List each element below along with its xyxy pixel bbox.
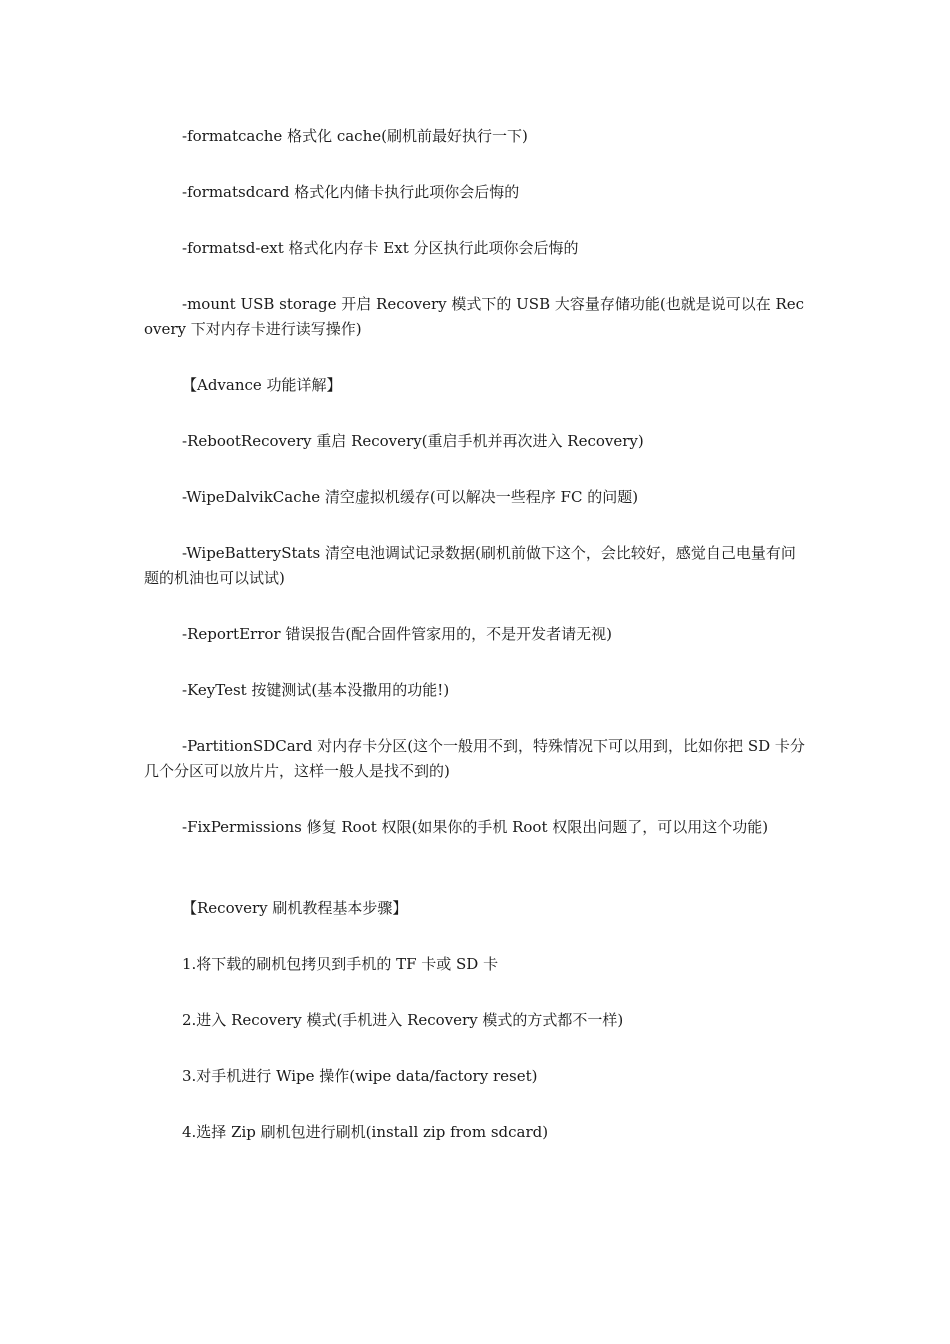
step-3: 3.对手机进行 Wipe 操作(wipe data/factory reset) [182, 1067, 538, 1085]
paragraph-reboot-recovery: -RebootRecovery 重启 Recovery(重启手机并再次进入 Recovery) [182, 432, 644, 450]
paragraph-partition-sdcard: -PartitionSDCard 对内存卡分区(这个一般用不到，特殊情况下可以用到，比如你把 SD 卡分几个分区可以放片片，这样一般人是找不到的) [144, 737, 805, 780]
paragraph-fix-permissions: -FixPermissions 修复 Root 权限(如果你的手机 Root 权限出问题了，可以用这个功能) [182, 818, 769, 836]
paragraph-wipe-dalvik-cache: -WipeDalvikCache 清空虚拟机缓存(可以解决一些程序 FC 的问题) [182, 488, 639, 506]
paragraph-formatsdcard: -formatsdcard 格式化内储卡执行此项你会后悔的 [182, 183, 520, 201]
step-4: 4.选择 Zip 刷机包进行刷机(install zip from sdcard) [182, 1123, 549, 1141]
paragraph-wipe-battery-stats: -WipeBatteryStats 清空电池调试记录数据(刷机前做下这个，会比较好，感觉自己电量有问题的机油也可以试试) [144, 544, 796, 587]
section-heading-recovery-steps: 【Recovery 刷机教程基本步骤】 [182, 899, 408, 917]
paragraph-formatcache: -formatcache 格式化 cache(刷机前最好执行一下) [182, 127, 528, 145]
paragraph-formatsd-ext: -formatsd-ext 格式化内存卡 Ext 分区执行此项你会后悔的 [182, 239, 579, 257]
paragraph-mount-usb-storage: -mount USB storage 开启 Recovery 模式下的 USB 大容量存储功能(也就是说可以在 Recovery 下对内存卡进行读写操作) [144, 295, 805, 338]
step-1: 1.将下载的刷机包拷贝到手机的 TF 卡或 SD 卡 [182, 955, 499, 973]
paragraph-report-error: -ReportError 错误报告(配合固件管家用的，不是开发者请无视) [182, 625, 613, 643]
paragraph-key-test: -KeyTest 按键测试(基本没撒用的功能!) [182, 681, 450, 699]
section-heading-advance: 【Advance 功能详解】 [182, 376, 342, 394]
step-2: 2.进入 Recovery 模式(手机进入 Recovery 模式的方式都不一样) [182, 1011, 624, 1029]
